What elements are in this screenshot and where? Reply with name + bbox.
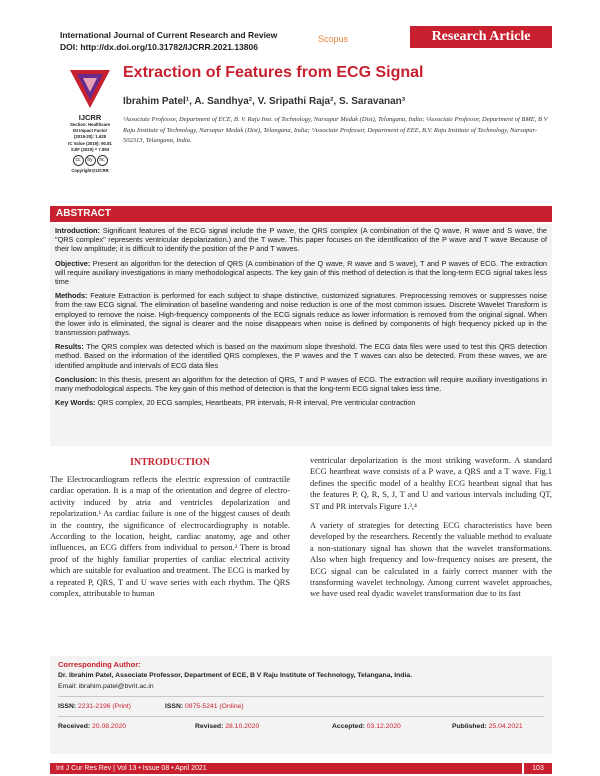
article-title: Extraction of Features from ECG Signal bbox=[123, 64, 424, 81]
body-column-left bbox=[50, 474, 290, 599]
article-type-badge: Research Article bbox=[410, 26, 552, 48]
abstract-label: Conclusion: bbox=[55, 374, 98, 384]
issn-online bbox=[165, 703, 244, 710]
revised-value: 28.10.2020 bbox=[225, 723, 260, 730]
received-label: Received: bbox=[58, 723, 91, 730]
abstract-text: QRS complex, 20 ECG samples, Heartbeats, PR intervals, R-R interval, Pre ventricular contraction bbox=[97, 398, 416, 408]
logo-name: IJCRR bbox=[78, 113, 102, 122]
accepted-date bbox=[332, 723, 401, 730]
abstract-text: In this thesis, present an algorithm for the detection of QRS, T and P waves of ECG. The extraction will require auxiliary investigations in many methodological aspects. The key gain of this method of detection is that the long-term ECG signal takes less time. bbox=[55, 374, 547, 394]
corresponding-author-box bbox=[50, 656, 552, 754]
published-value: 25.04.2021 bbox=[488, 723, 523, 730]
doi-link[interactable]: http://dx.doi.org/10.31782/IJCRR.2021.13806 bbox=[80, 42, 258, 52]
author-list: Ibrahim Patel¹, A. Sandhya², V. Sripathi Raja², S. Saravanan³ bbox=[123, 96, 406, 107]
logo-line-isi-year: (2019-20): 1.628 bbox=[73, 134, 106, 140]
corresponding-author-email[interactable]: Email: ibrahim.patel@bvrit.ac.in bbox=[58, 683, 154, 690]
issn-online-label: ISSN: bbox=[165, 703, 184, 710]
logo-line-isi: ISI Impact Factor bbox=[72, 128, 108, 134]
body-column-right bbox=[310, 455, 552, 600]
nc-icon: nc bbox=[97, 155, 108, 166]
introduction-heading: INTRODUCTION bbox=[129, 457, 210, 468]
revised-label: Revised: bbox=[195, 723, 224, 730]
abstract-keywords bbox=[55, 398, 547, 407]
abstract-methods bbox=[55, 291, 547, 337]
author-affiliations: ¹Associate Professor, Department of ECE, B. V. Raju Inst. of Technology, Narsapur Medak (Dist), Telangana, India; ²Associate Professor, Department of BME, B V Raju Institute of Technology, Narsapur Medak (Dist), Telangana, India; ³Associate Professor, Department of EEE, B.V. Raju Institute of Technology, Narsapur-502313, Telangana, India. bbox=[123, 116, 548, 144]
abstract-label: Introduction: bbox=[55, 226, 100, 235]
scopus-label: Scopus bbox=[318, 34, 349, 44]
doi-label: DOI: bbox=[60, 42, 78, 52]
abstract-results bbox=[55, 342, 547, 370]
abstract-label: Key Words: bbox=[55, 398, 96, 408]
cc-license-badge[interactable] bbox=[60, 155, 120, 166]
logo-line-sjif: SJIF (2020) = 7.893 bbox=[70, 146, 110, 152]
divider bbox=[58, 716, 544, 717]
abstract-text: Present an algorithm for the detection of QRS (A combination of the Q wave, R wave and S wave), T and P waves of ECG. The extraction will require auxiliary investigations in many methodological aspects. The key gain of this method of detection is that the long-term ECG signal takes less time bbox=[55, 258, 547, 287]
issn-print-value: 2231-2196 (Print) bbox=[78, 703, 131, 710]
footer-citation: Int J Cur Res Rev | Vol 13 • Issue 08 • April 2021 bbox=[50, 763, 522, 774]
abstract-label: Results: bbox=[55, 342, 84, 352]
abstract-text: Feature Extraction is performed for each subject to shape distinctive, customized signatures. Preprocessing removes or suppresses noise from the raw ECG signal. The elimination of baseline wandering and noise reduction is one of the most common issues. Discrete Wavelet Transform is employed to remove the noise. High-frequency components of the ECG signals reduce as lower information is removed from the original signal. When the lower info is eliminated, the signal is clearer and the noise disappears when noise is defined by components of high frequency picked up in the transmission pathways. bbox=[55, 291, 547, 338]
abstract-body bbox=[50, 224, 552, 446]
corresponding-author-name: Dr. Ibrahim Patel, Associate Professor, Department of ECE, B V Raju Institute of Technology, Telangana, India. bbox=[58, 672, 413, 679]
issn-online-value: 0975-5241 (Online) bbox=[185, 703, 244, 710]
intro-paragraph-1: The Electrocardiogram reflects the electric expression of contractile cardiac operation. It is a map of the orientation and degree of electro-activity induced by atria and ventricles depolarization and repolarization.¹ As cardiac failure is one of the biggest causes of death in the country, the significance of electrocardiography is notable. According to the location, height, cardiac anatomy, age and other influences, an ECG differs from individual to person.² There is broad proof of the highly familiar properties of cardiac electrical activity which are suitable for evaluation and treatment. The ECG is marked by a repeated P, QRS, T and U wave series with each rhythm. The QRS complex, attributable to human bbox=[50, 475, 290, 599]
logo-line-ic: IC Value (2019): 90.81 bbox=[68, 140, 112, 146]
ijcrr-triangle-logo-icon bbox=[68, 66, 112, 112]
abstract-text: Significant features of the ECG signal include the P wave, the QRS complex (A combination of the Q wave, R wave and S wave, the "QRS complex" represents ventricular depolarization.) and the T wave. This paper focuses on the identification of the P wave and T wave Because of their low amplitude; it is difficult to identify the position of the P and T waves. bbox=[55, 226, 547, 254]
page-header bbox=[0, 0, 600, 58]
logo-line-section: Section: Healthcare bbox=[69, 122, 111, 127]
intro-paragraph-3: A variety of strategies for detecting ECG characteristics have been developed by the researchers. Recently the valuable method to evaluate a non-stationary signal has shown that the wavelet transformations. Also when high frequency and low-frequency noises are present, the ECG signal can be calculated in a fairly correct manner with the transforming wavelet technology. Among current wavelet approaches, we have used real dyadic wavelet transformation due to its fast bbox=[310, 521, 552, 599]
revised-date bbox=[195, 723, 259, 730]
abstract-introduction bbox=[55, 226, 547, 254]
intro-paragraph-2: ventricular depolarization is the most striking waveform. A standard ECG heartbeat wave consists of a P wave, a QRS and a T wave. Fig.1 defines the specific model of a healthy ECG heartbeat signal that has the features P, Q, R, S, J, T and U and various intervals including QT, ST and PR intervals Figure 1.³,⁴ bbox=[310, 456, 552, 511]
journal-name: International Journal of Current Research and Review bbox=[60, 30, 278, 40]
doi-line bbox=[60, 42, 258, 52]
corresponding-author-title: Corresponding Author: bbox=[58, 660, 141, 669]
journal-logo-block bbox=[60, 66, 120, 173]
abstract-label: Objective: bbox=[55, 258, 91, 268]
accepted-label: Accepted: bbox=[332, 723, 365, 730]
abstract-label: Methods: bbox=[55, 291, 88, 301]
issn-print bbox=[58, 703, 131, 710]
abstract-heading: ABSTRACT bbox=[50, 206, 552, 222]
published-label: Published: bbox=[452, 723, 487, 730]
published-date bbox=[452, 723, 523, 730]
page-number: 103 bbox=[524, 763, 552, 774]
received-value: 20.08.2020 bbox=[92, 723, 127, 730]
issn-print-label: ISSN: bbox=[58, 703, 77, 710]
divider bbox=[58, 696, 544, 697]
accepted-value: 03.12.2020 bbox=[366, 723, 401, 730]
by-icon: by bbox=[85, 155, 96, 166]
abstract-objective bbox=[55, 259, 547, 287]
received-date bbox=[58, 723, 126, 730]
abstract-text: The QRS complex was detected which is based on the maximum slope threshold. The ECG data files were used to test this QRS detection method. Based on the information of the identified QRS complexes, the P waves and the T waves can also be detected. From these waves, we are identified amplitude and intervals of ECG data files bbox=[55, 342, 547, 370]
cc-icon: cc bbox=[73, 155, 84, 166]
abstract-conclusion bbox=[55, 375, 547, 393]
copyright-text: Copyright@IJCRR bbox=[71, 168, 109, 174]
